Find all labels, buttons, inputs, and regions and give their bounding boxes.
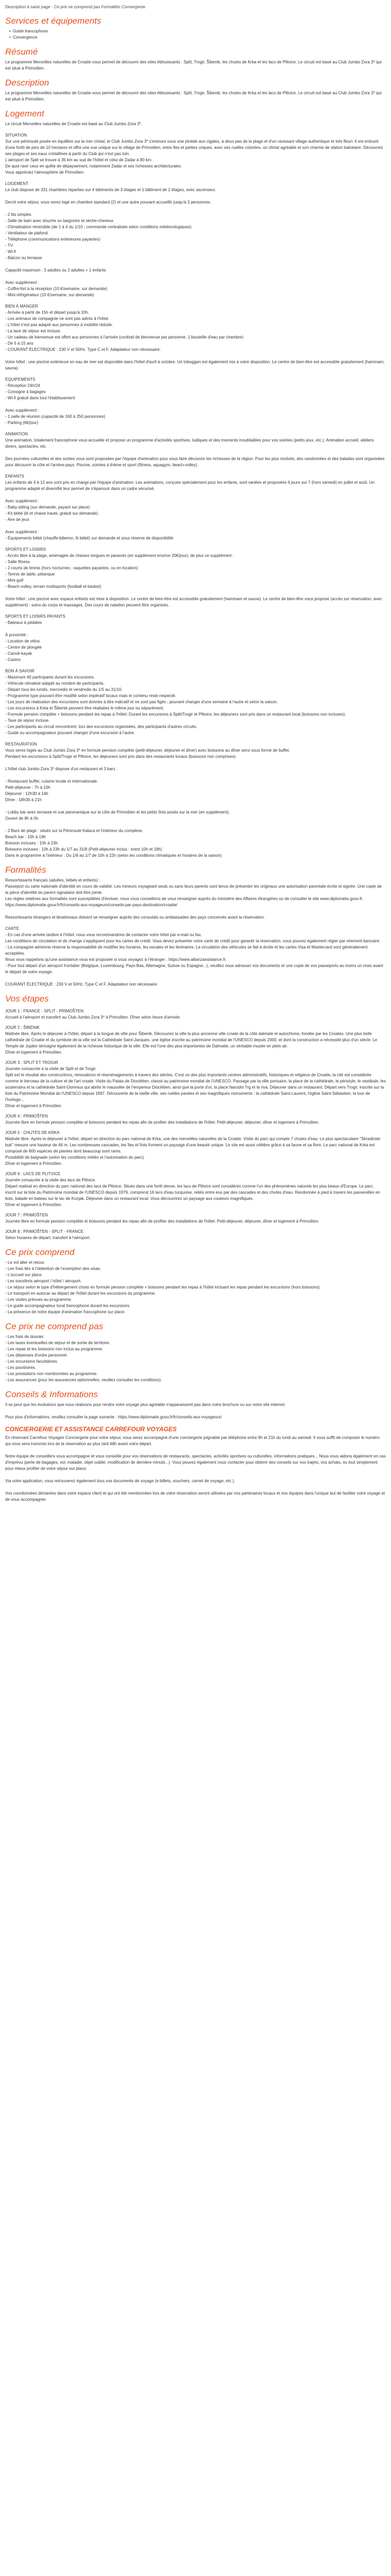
conciergerie-text: En réservant Carrefour Voyages Conciergerie pour votre séjour, vous serez accompagné d'une conciergerie joignable par téléphone entre 9h et 21h du lundi au samedi. Il vous suffit de composer le numéro qui vous sera transmis lors de la réservation au plus tard 48h avant votre départ. Notre équipe de conseillers vous accompagne et vous conseille pour vos réservations de restaurants, spectacles, activités sportives ou culturelles, informations pratiques... Nous vous aidons également en cas d'imprévu (perte de bagages, vol, maladie, objet oublié, modification de dernière minute...). Vous pouvez également nous contacter pour obtenir des conseils sur vos trajets, vos achats, ou tout simplement pour mieux profiter de votre séjour sur place. Via votre application, vous retrouverez également tous vos documents de voyage (e-billets, vouchers, carnet de voyage, etc.). Vos coordonnées déclarées dans votre espace client et qui ont été mentionnées lors de votre réservation seront utilisées par nos partenaires locaux et nos équipes dans l'unique but de faciliter votre voyage et de vous accompagner. [5, 1435, 386, 1502]
services-item: • Convergence [9, 35, 386, 41]
services-title: Services et équipements [5, 16, 102, 26]
description-title: Description [5, 78, 50, 88]
sports-pay-text: - Bateaux à pédales À proximité : - Location de vélos - Centre de plongée - Canoë-kayak - Casino [5, 620, 42, 662]
prix-comprend-item: - L'accueil sur place. [5, 1273, 43, 1277]
day-4-title: JOUR 4 : PRIMOŠTEN [5, 1114, 48, 1118]
equipements-label: ÉQUIPEMENTS [5, 377, 36, 382]
prix-comprend-item: - Les visites prévues au programme. [5, 1297, 72, 1302]
day-2-text: Matinée libre. Après le déjeuner à l'hôtel, départ à la longue de ville pour Šibenik. Découvrez la ville la plus ancienne ville croate de la côte dalmate et autochtone, fondée par les Croates. Une plus belle cathédrale de Croatie et du symbole de la ville est la Cathédrale Saint-Jacques, une église inscrite au patrimoine mondial de l'UNESCO depuis 2000, et dont la construction a nécessité plus d'un siècle. Le Temple de Jupiter témoigne également de la richesse historique de la ville. Elle est l'une des plus importantes de Dalmatie, un véritable musée en plein air. Dîner et logement à Primošten. [5, 1031, 378, 1055]
services-list [5, 28, 386, 41]
prix-comprend-item: - Le transport en autocar au départ de l'hôtel durant les excursions du programme. [5, 1291, 156, 1296]
animation-label: ANIMATION [5, 432, 28, 436]
formalites-text: Ressortissants français (adultes, bébés et enfants) : Passeport ou carte nationale d'identité en cours de validité. Les mineurs voyageant seuls ou sans leurs parents sont tenus de présenter les originaux une autorisation parentale écrite et signée. Une copie de la pièce d'identité du parent signataire doit être jointe. Les règles relatives aux formalités sont susceptibles d'évoluer, nous vous conseillons de vous renseigner auprès du ministère des Affaires étrangères ou de consulter le site www.diplomatie.gouv.fr. https://www.diplomatie.gouv.fr/fr/conseils-aux-voyageurs/conseils-par-pays-destination/croatie/ Ressortissants étrangers et binationaux doivent se renseigner auprès des consulats ou ambassades des pays concernés avant la réservation. [5, 878, 382, 920]
bon-a-savoir-text: - Maximum 40 participants durant les excursions. - Véhicule climatisé adapté au nombre de participants. - Départ tous les lundis, mercredis et vendredis du 1/5 au 31/10. - Programme type pouvant être modifié selon impératif locaux mais le contenu reste respecté. - Les jours de réalisation des excursions sont donnés à titre indicatif et ne sont pas figés ; pouvant changer d'une semaine à l'autre et selon la saison. - Les excursions à Krka et Šibenik peuvent être réalisées le même jour ou séparément. - Formule pension complète + boissons pendant les repas à l'hôtel. Durant les excursions à Split/Trogir et Plitvice, les déjeuners sont pris dans un restaurant local (boissons non incluses). - Taxe de séjour incluse. - Les participants au circuit rencontrent, lors des excursions organisées, des participants d'autres circuits. - Guide ou accompagnateur pouvant changer d'une excursion à l'autre. [5, 675, 346, 735]
enfants-text: Les enfants de 4 à 12 ans sont pris en charge par l'équipe d'animation. Les animations, conçues spécialement pour les enfants, sont variées et proposées 6 jours sur 7 (hors samedi) en juillet et août. Un programme adapté et diversifié leur permet de s'épanouir dans un cadre sécurisé. Avec supplément : - Baby-sitting (sur demande, payant sur place) - Kit bébé (lit et chaise haute, gratuit sur demande) - Aire de jeux Avec supplément : - Équipements bébé (chauffe-biberon, lit bébé) sur demande et sous réserve de disponibilité [5, 480, 374, 540]
prix-comprend-item: - Le séjour selon le type d'hébergement choisi en formule pension complète + boissons pendant les repas à l'hôtel incluant les repas pendant les excursions (hors boissons). [5, 1285, 321, 1290]
formalites-title: Formalités [5, 865, 46, 875]
resume-text: Le programme Merveilles naturelles de Croatie vous permet de découvrir des sites éblouissants : Split, Trogir, Šibenik, les chutes de Krka et les lacs de Plitvice. Le circuit est basé au Club Jumbo Zora 3* qui est situé à Primošten. [5, 60, 382, 71]
logement-intro: Le circuit Merveilles naturelles de Croatie est basé au Club Jumbo Zora 3*. [5, 122, 142, 126]
prix-comprend-item: - La présence de notre équipe d'animation francophone sur place. [5, 1310, 126, 1314]
sports-pay-label: SPORTS ET LOISIRS PAYANTS [5, 614, 66, 619]
day-1-text: Accueil à l'aéroport et transfert au Club Jumbo Zora 3* à Primošten. Dîner selon heure d'arrivée. [5, 1015, 181, 1020]
prix-comprend-item: - Les frais liés à l'obtention de l'exemption des visas. [5, 1266, 101, 1271]
bienamanger-text: - Arrivée à partir de 15h et départ jusqu'à 10h. - Les animaux de compagnie ne sont pas admis à l'hôtel. - L'hôtel n'est pas adapté aux personnes à mobilité réduite. - La taxe de séjour est incluse. - Un cadeau de bienvenue est offert aux personnes à l'arrivée (cocktail de bienvenue par personne, 1 bouteille d'eau par chambre) - De 5 à 15 ans - COURANT ÉLECTRIQUE : 230 V et 50Hz. Type C et F. Adaptateur non nécessaire. Votre hôtel : une piscine extérieure en eau de mer est disponible dans l'hôtel d'avril à octobre. Un toboggan est également mis à votre disposition. Le centre de bien-être est accessible gratuitement (hammam, sauna). [5, 310, 385, 370]
bienamanger-label: BIEN À MANGER [5, 304, 38, 309]
resume-title: Résumé [5, 47, 38, 57]
day-5-title: JOUR 5 : CHUTES DE KRKA [5, 1130, 60, 1135]
day-3-text: Journée consacrée à la visite de Split et de Trogir. Split est le résultat des constructions, rénovations et réaménagements à travers des siècles. C'est un des plus importants centres administratifs, historiques et religieux de Croatie, la cité est considérée comme le berceau de la culture et de l'art croate. Visite du Palais de Dioclétien, classé au patrimoine mondial de l'UNESCO. Passage par la ville portuaire, la place de la cathédrale, le péristyle, le vestibule, les souterrains et la cathédrale Saint-Domnius qui abrite le mausolée de l'empereur Dioclétien, ainsi que la porte d'or, la place Narodni Trg et la riva. Déjeuner dans un restaurant. Départ vers Trogir, inscrite sur la liste du Patrimoine Mondial de l'UNESCO depuis 1997. Découverte de la vieille ville, ses ruelles pavées et ses magnifiques monuments : la cathédrale Saint-Laurent, l'église Saint-Sébastien, la tour de l'horloge... Dîner et logement à Primošten. [5, 1066, 386, 1108]
enfants-label: ENFANTS [5, 474, 24, 479]
day-6-title: JOUR 6 : LACS DE PLITVICE [5, 1172, 61, 1176]
sports-text: - Accès libre à la plage, aménagée de chaises longues et parasols (en supplément environ 20€/jour), de plus ce supplément : - Salle fitness - 2 courts de tennis (hors nocturnes ; raquettes payantes, ou en location) - Tennis de table, pétanque - Mini-golf - Beach-volley, terrain multisports (football et basket) Votre hôtel : une piscine avec espace enfants est mise à disposition. Le centre de bien-être est accessible gratuitement (hammam et sauna). Le centre de bien-être vous propose (accès sur réservation, avec supplément) : soins du corps et massages. Des cours de natation peuvent être organisés. [5, 553, 382, 607]
day-1-title: JOUR 1 : FRANCE - SPLIT - PRIMOŠTEN [5, 1009, 84, 1013]
situation-text: Sur une péninsule posée en équilibre sur la mer cristal, le Club Jumbo Zora 3* s'entoure sous une pinède aux cigales, à deux pas de la plage et d'un ravissant village authentique et très fleuri. Il est entouré d'une forêt de pins de 10 hectares et offre une vue unique sur le village de Primošten, entre îles et petites criques, avec ses ruelles colorées, un climat agréable et son charme de station balnéaire. Découvrez ses plages et ses eaux cristallines à partir du Club qui n'est pas loin. L'aéroport de Split se trouve à 35 km au sud de l'hôtel et celui de Zadar à 80 km. De quoi ravir ceux en quête de dépaysement, notamment Zadar et ses richesses architecturales. Vous appréciez l'atmosphère de Primošten. [5, 139, 383, 175]
day-8-text: Selon horaires de départ, transfert à l'aéroport. [5, 1235, 91, 1240]
prix-ne-comprend-item: - Les prestations non mentionnées au programme. [5, 1371, 98, 1376]
prix-ne-comprend-item: - Les frais de dossier. [5, 1334, 45, 1339]
prix-ne-comprend-item: - Les pourboires. [5, 1365, 37, 1370]
intro-text: Description à saisir page - Ce prix ne comprend pas Formalités Convergente [5, 5, 145, 9]
restauration-label: RESTAURATION [5, 742, 37, 747]
sports-label: SPORTS ET LOISIRS [5, 547, 46, 552]
prix-ne-comprend-item: - Les dépenses d'ordre personnel. [5, 1353, 68, 1358]
day-7-title: JOUR 7 : PRIMOŠTEN [5, 1213, 48, 1217]
formalites-carte-label: CARTE [5, 926, 19, 931]
description-text: Le programme Merveilles naturelles de Croatie vous permet de découvrir des sites éblouissants : Split, Trogir, Šibenik, les chutes de Krka et les lacs de Plitvice. Le circuit est basé au Club Jumbo Zora 3* qui est situé à Primošten. [5, 91, 382, 101]
bon-a-savoir-label: BON À SAVOIR [5, 669, 35, 673]
prix-comprend-item: - Les transferts aéroport / hôtel / aéroport. [5, 1279, 82, 1283]
prix-ne-comprend-item: - Les excursions facultatives. [5, 1359, 58, 1364]
prix-ne-comprend-item: - Les repas et les boissons non inclus au programme. [5, 1347, 103, 1351]
day-6-text: Journée consacrée à la visite des lacs de Plitvice. Départ matinal en direction du parc national des lacs de Plitvice. Situés dans une forêt dense, les lacs de Plitvice sont considérés comme l'un des phénomènes naturels les plus beaux d'Europe. Le parc, inscrit sur la liste du Patrimoine mondial de l'UNESCO depuis 1979, comprend 16 lacs d'eau turquoise, reliés entre eux par des cascades et des chutes d'eau. Randonnée à pied à travers les passerelles en bois, balade en bateau sur le lac de Kozjak. Déjeuner dans un restaurant local. Vous découvrirez un paysage aux couleurs magnifiques. Dîner et logement à Primošten. [5, 1178, 380, 1207]
prix-ne-comprend-item: - Les taxes éventuelles de séjour et de sortie de territoire. [5, 1341, 110, 1345]
day-8-title: JOUR 8 : PRIMOŠTEN - SPLIT - FRANCE [5, 1229, 84, 1234]
prix-comprend-title: Ce prix comprend [5, 1247, 75, 1257]
formalites-carte-text: - En cas d'une arrivée tardive à l'hôtel, nous vous recommandons de contacter votre hôtel par e-mail ou fax. Les conditions de circulation et de change s'appliquent pour les cartes de crédit. Vous devez présenter votre carte de crédit pour garantir la réservation, vous pouvez également régler par virement bancaire. - La compagnie aérienne réserve la responsabilité de modifier les horaires, les escales et les itinéraires. La circulation des véhicules se fait à droite et les cartes Visa et Mastercard sont généralement acceptées. Nous vous rappelons qu'une assistance vous est proposée si vous voyagez à l'étranger : https://www.allianzassistance.fr. - Pour tout départ d'un aéroport frontalier (Belgique, Luxembourg, Pays-Bas, Allemagne, Suisse ou Espagne...), veuillez nous adresser vos documents et une copie de vos passeports au moins un mois avant le départ de votre voyage. COURANT ÉLECTRIQUE : 230 V et 50Hz. Type C et F. Adaptateur non nécessaire. [5, 933, 383, 987]
logement-title: Logement [5, 109, 44, 118]
prix-ne-comprend-item: - Les assurances (pour les assurances optionnelles, veuillez consulter les conditions). [5, 1378, 162, 1382]
conciergerie-title: CONCIERGERIE ET ASSISTANCE CARREFOUR VOYAGES [5, 1426, 177, 1433]
prix-ne-comprend-title: Ce prix ne comprend pas [5, 1321, 103, 1331]
animation-text: Une animation, totalement francophone vous accueille et propose un programme d'activités sportives, ludiques et des moments inoubliables pour vos soirées (petits jeux, etc.). Animation accueil, ateliers divers, spectacles, etc. Des journées culturelles et des sorties vous sont proposées par l'équipe d'animation pour vous faire découvrir les richesses de la région. Pour les plus motivés, des randonnées et des balades sont organisées pour découvrir la côte et l'arrière-pays. Piscine, soirées à thème et sport (fitness, aquagym, beach-volley). [5, 438, 385, 467]
day-3-title: JOUR 3 : SPLIT ET TROGIR [5, 1060, 58, 1065]
voyage-title: Vos étapes [5, 994, 49, 1004]
equipements-text: - Réception 24h/24 - Consigne à bagages - Wi-fi gratuit dans tout l'établissement Avec supplément : - 1 salle de réunion (capacité de 160 à 250 personnes) - Parking (6€/jour) [5, 383, 105, 425]
conseils-text: Il se peut que les évolutions que nous réalisons pour rendre votre voyage plus agréable n'apparaissent pas dans notre brochure ou sur notre site internet. Pour plus d'informations, veuillez consulter la page suivante : https://www.diplomatie.gouv.fr/fr/conseils-aux-voyageurs/ [5, 1402, 286, 1419]
day-2-title: JOUR 2 : ŠIBENIK [5, 1025, 40, 1030]
restauration-text: Vous serez logés au Club Jumbo Zora 3* en formule pension complète (petit-déjeuner, déjeuner et dîner) avec boissons au dîner servi sous forme de buffet. Pendant les excursions à Split/Trogir et Plitvice, les déjeuners sont pris dans des restaurants locaux (boissons non comprises). L'hôtel club Jumbo Zora 3* dispose d'un restaurant et 3 bars : - Restaurant buffet, cuisine locale et internationale. Petit-déjeuner : 7h à 10h Déjeuner : 12h30 à 14h Dîner : 18h30 à 21h - Lobby bar avec terrasse et vue panoramique sur la côte de Primošten et les petits îlots posés sur la mer (en supplément). Ouvert de 8h à 0h. - 2 Bars de plage : situés sur la Péninsule Kalaca et l'intérieur du complexe. Beach bar : 10h à 19h Boisson incluses : 10h à 23h Boissons incluses : 10h à 23h du 1/7 au 31/8 (Petit-déjeuner inclus : entre 10h et 18h) Dans le programme à l'intérieur : Du 1/6 au 1/7 de 10h à 22h (selon les conditions climatiques et horaires de la saison) [5, 748, 290, 858]
logement-text: Le club dispose de 331 chambres réparties sur 4 bâtiments de 3 étages et 1 bâtiment de 2 étages, avec ascenseur. Decrit votre séjour, vous serez logé en chambre standard (2) et une autre pouvant accueillir jusqu'à 3 personnes. - 2 lits simples - Salle de bain avec douche ou baignoire et sèche-cheveux - Climatisation réversible (de 1 à 4 du 1/10 ; commande centralisée selon conditions météorologiques) - Ventilateur de plafond - Téléphone (communications extérieures payantes) - TV - Wi-fi - Balcon ou terrasse Capacité maximum : 3 adultes ou 2 adultes + 1 enfants Avec supplément : - Coffre-fort à la réception (10 €/semaine, sur demande) - Mini-réfrigérateur (10 €/semaine, sur demande) [5, 188, 216, 297]
prix-comprend-item: - Le guide accompagnateur local francophone durant les excursions. [5, 1303, 131, 1308]
prix-comprend-item: - Le vol aller et retour. [5, 1260, 45, 1265]
conseils-title: Conseils & Informations [5, 1389, 98, 1399]
logement-label: LOGEMENT [5, 181, 28, 186]
situation-label: SITUATION [5, 133, 27, 138]
day-7-text: Journée libre en formule pension complète et boissons pendant les repas afin de profiter des installations de l'hôtel. Petit-déjeuner, déjeuner, dîner et logement à Primošten. [5, 1219, 320, 1224]
day-5-text: Matinée libre. Après le déjeuner à l'hôtel, départ en direction du parc national de Krka, une des merveilles naturelles de la Croatie. Visite du parc qui compte 7 chutes d'eau. Le plus spectaculaire "Skradinski buk" mesure une hauteur de 46 m. Les nombreuses cascades, les îles et îlots forment un paysage d'une beauté unique. Le site est aussi célèbre grâce à sa faune et sa flore. Le parc national de Krka est composé de 800 espèces de plantes dont beaucoup sont rares. Possibilité de baignade (selon les conditions météo et l'autorisation du parc). Dîner et logement à Primošten. [5, 1137, 381, 1166]
services-item: • Guide francophone [9, 28, 386, 35]
day-4-text: Journée libre en formule pension complète et boissons pendant les repas afin de profiter des installations de l'hôtel. Petit-déjeuner, déjeuner, dîner et logement à Primošten. [5, 1120, 320, 1125]
